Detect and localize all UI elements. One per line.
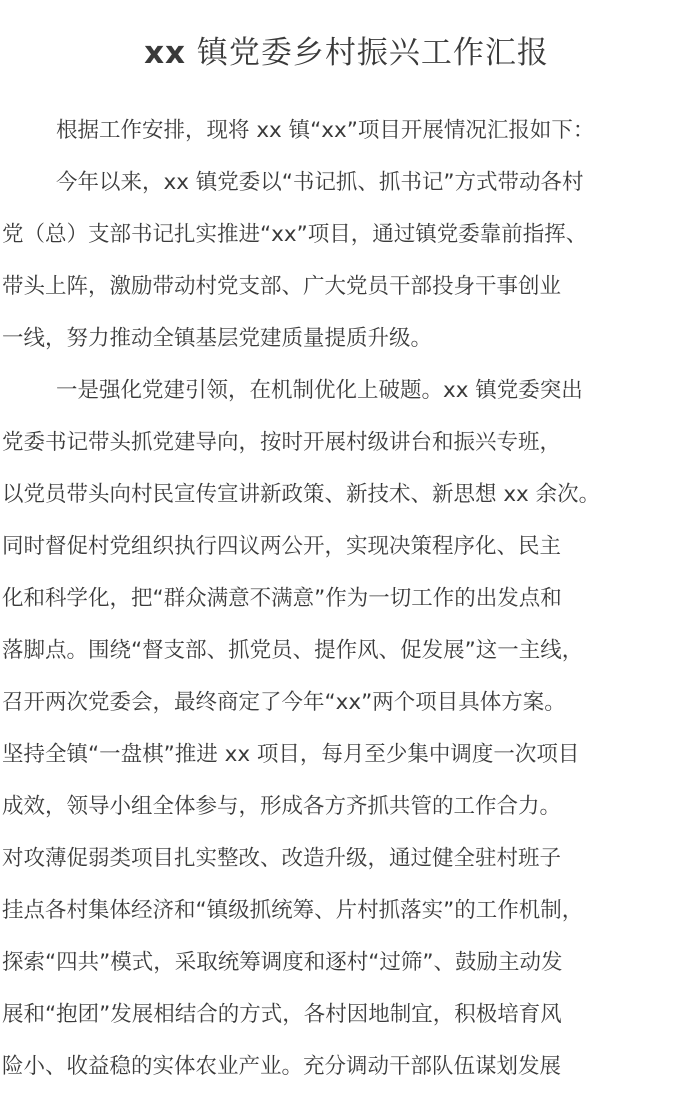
paragraph-point-one-line: 险小、收益稳的实体农业产业。充分调动干部队伍谋划发展 <box>2 1054 562 1079</box>
paragraph-point-one-line: 化和科学化，把“群众满意不满意”作为一切工作的出发点和 <box>2 586 562 611</box>
paragraph-overview-line: 带头上阵，激励带动村党支部、广大党员干部投身干事创业 <box>2 274 562 299</box>
paragraph-point-one-line: 落脚点。围绕“督支部、抓党员、提作风、促发展”这一主线， <box>2 638 584 663</box>
paragraph-overview-line: 今年以来，xx 镇党委以“书记抓、抓书记”方式带动各村 <box>56 170 584 195</box>
paragraph-point-one-line: 对攻薄促弱类项目扎实整改、改造升级，通过健全驻村班子 <box>2 846 562 871</box>
document-title-text: 镇党委乡村振兴工作汇报 <box>196 35 549 71</box>
paragraph-point-one-line: 以党员带头向村民宣传宣讲新政策、新技术、新思想 xx 余次。 <box>2 482 601 507</box>
paragraph-overview-line: 一线，努力推动全镇基层党建质量提质升级。 <box>2 326 433 351</box>
paragraph-point-one-line: 坚持全镇“一盘棋”推进 xx 项目，每月至少集中调度一次项目 <box>2 742 580 767</box>
paragraph-point-one-line: 探索“四共”模式，采取统筹调度和逐村“过筛”、鼓励主动发 <box>2 950 563 975</box>
document-title <box>0 30 693 76</box>
paragraph-intro: 根据工作安排，现将 xx 镇“xx”项目开展情况汇报如下： <box>56 118 595 143</box>
document-title-prefix: xx <box>144 35 187 71</box>
paragraph-point-one-line: 挂点各村集体经济和“镇级抓统筹、片村抓落实”的工作机制， <box>2 898 584 923</box>
document-body <box>2 105 690 1093</box>
paragraph-point-one-line: 一是强化党建引领，在机制优化上破题。xx 镇党委突出 <box>56 378 583 403</box>
paragraph-overview-line: 党（总）支部书记扎实推进“xx”项目，通过镇党委靠前指挥、 <box>2 222 588 247</box>
paragraph-point-one-line: 召开两次党委会，最终商定了今年“xx”两个项目具体方案。 <box>2 690 566 715</box>
paragraph-point-one-line: 成效，领导小组全体参与，形成各方齐抓共管的工作合力。 <box>2 794 562 819</box>
paragraph-point-one-line: 展和“抱团”发展相结合的方式，各村因地制宜，积极培育风 <box>2 1002 562 1027</box>
paragraph-point-one-line: 党委书记带头抓党建导向，按时开展村级讲台和振兴专班， <box>2 430 562 455</box>
paragraph-point-one-line: 同时督促村党组织执行四议两公开，实现决策程序化、民主 <box>2 534 562 559</box>
